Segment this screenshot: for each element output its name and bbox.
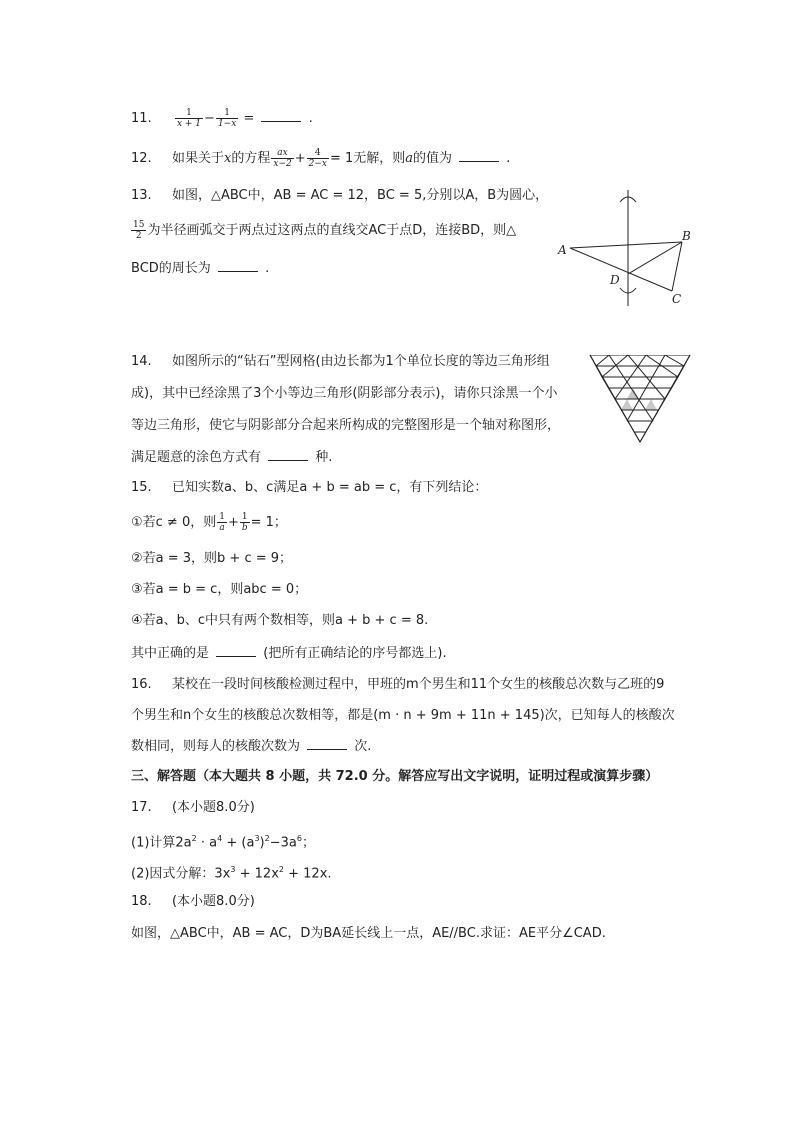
q11-number: 11.	[131, 111, 152, 126]
q16-line-1: 16. 某校在一段时间核酸检测过程中，甲班的m个男生和11个女生的核酸总次数与乙班的9	[131, 677, 665, 692]
q17-number: 17.	[131, 800, 152, 815]
q15-answer-blank[interactable]	[216, 644, 256, 657]
section-3-heading: 三、解答题（本大题共 8 小题，共 72.0 分。解答应写出文字说明，证明过程或演算步骤）	[131, 769, 659, 784]
q12-answer-blank[interactable]	[459, 149, 499, 162]
q17-part-2: (2)因式分解：$3x^3 + 12x^2 + 12x$.	[131, 865, 332, 882]
q13-number: 13.	[131, 188, 152, 203]
segment-ab	[570, 242, 682, 248]
q14-diamond-grid	[588, 355, 692, 445]
q13-line-3: BCD的周长为 .	[131, 261, 270, 276]
q15-fraction-2: $\frac{1}{b}$	[241, 512, 248, 533]
q13-line-2: $\frac{15}{2}$ 为半径画弧交于两点过这两点的直线交AC于点D，连接BD，则△	[133, 220, 517, 241]
q15-conclusion-4: ④若a、b、c中只有两个数相等，则a + b + c = 8.	[131, 613, 429, 628]
q13-figure	[550, 188, 700, 308]
q17-header: 17. (本小题8.0分)	[131, 800, 255, 815]
q15-answer-line: 其中正确的是 (把所有正确结论的序号都选上).	[131, 646, 447, 661]
q14-number: 14.	[131, 354, 152, 369]
q14-answer-blank[interactable]	[268, 448, 308, 461]
q15-number: 15.	[131, 480, 152, 495]
q14-line-3: 等边三角形，使它与阴影部分合起来所构成的完整图形是一个轴对称图形，	[131, 418, 561, 433]
q17-part-1: (1)计算$2a^2 \cdot a^4 + (a^3)^2-3a^6$；	[131, 834, 315, 851]
q18-statement: 如图，△ABC中，AB = AC，D为BA延长线上一点，AE//BC.求证：AE平分∠CAD.	[131, 926, 606, 941]
q12: 12. 如果关于x的方程 $\frac{ax}{x-2}$ + $\frac{4}{2-x}$ = 1无解，则a的值为 .	[131, 148, 511, 169]
q18-header: 18. (本小题8.0分)	[131, 894, 255, 909]
q15-conclusion-1: ①若c ≠ 0，则 $\frac{1}{a}$ + $\frac{1}{b}$ = 1；	[131, 512, 287, 533]
q15-intro: 15. 已知实数a、b、c满足a + b = ab = c，有下列结论：	[131, 480, 488, 495]
q14-line-2: 成)，其中已经涂黑了3个小等边三角形(阴影部分表示)，请你只涂黑一个小	[131, 386, 558, 401]
q16-answer-blank[interactable]	[307, 737, 347, 750]
q13-line-1: 13. 如图，△ABC中，AB = AC = 12，BC = 5,分别以A，B为圆心，	[131, 188, 549, 203]
q16-line-2: 个男生和n个女生的核酸总次数相等，都是(m · n + 9m + 11n + 145)次，已知每人的核酸次	[131, 708, 675, 723]
label-a: A	[558, 243, 567, 257]
segment-bd	[628, 242, 682, 274]
q11-answer-blank[interactable]	[261, 109, 301, 122]
q11-fraction-2: $\frac{1}{1-x}$	[217, 108, 237, 129]
q15-fraction-1: $\frac{1}{a}$	[219, 512, 225, 533]
q11: 11. $\frac{1}{x + 1}$ − $\frac{1}{1-x}$ = .	[131, 108, 313, 129]
q13-fraction: $\frac{15}{2}$	[133, 220, 145, 241]
q14-line-1: 14. 如图所示的“钻石”型网格(由边长都为1个单位长度的等边三角形组	[131, 354, 550, 369]
label-d: D	[610, 273, 620, 287]
label-c: C	[672, 292, 682, 306]
q13-answer-blank[interactable]	[218, 259, 258, 272]
segment-bc	[672, 242, 682, 291]
q18-number: 18.	[131, 894, 152, 909]
q11-fraction-1: $\frac{1}{x + 1}$	[176, 108, 202, 129]
q16-number: 16.	[131, 677, 152, 692]
q15-conclusion-3: ③若a = b = c，则abc = 0；	[131, 582, 308, 597]
q12-number: 12.	[131, 151, 152, 166]
label-b: B	[682, 229, 691, 243]
q12-fraction-2: $\frac{4}{2-x}$	[308, 148, 327, 169]
segment-ac	[570, 248, 672, 291]
q12-fraction-1: $\frac{ax}{x-2}$	[273, 148, 292, 169]
q14-line-4: 满足题意的涂色方式有 种.	[131, 450, 333, 465]
q16-line-3: 数相同，则每人的核酸次数为 次.	[131, 739, 372, 754]
q15-conclusion-2: ②若a = 3，则b + c = 9；	[131, 551, 293, 566]
